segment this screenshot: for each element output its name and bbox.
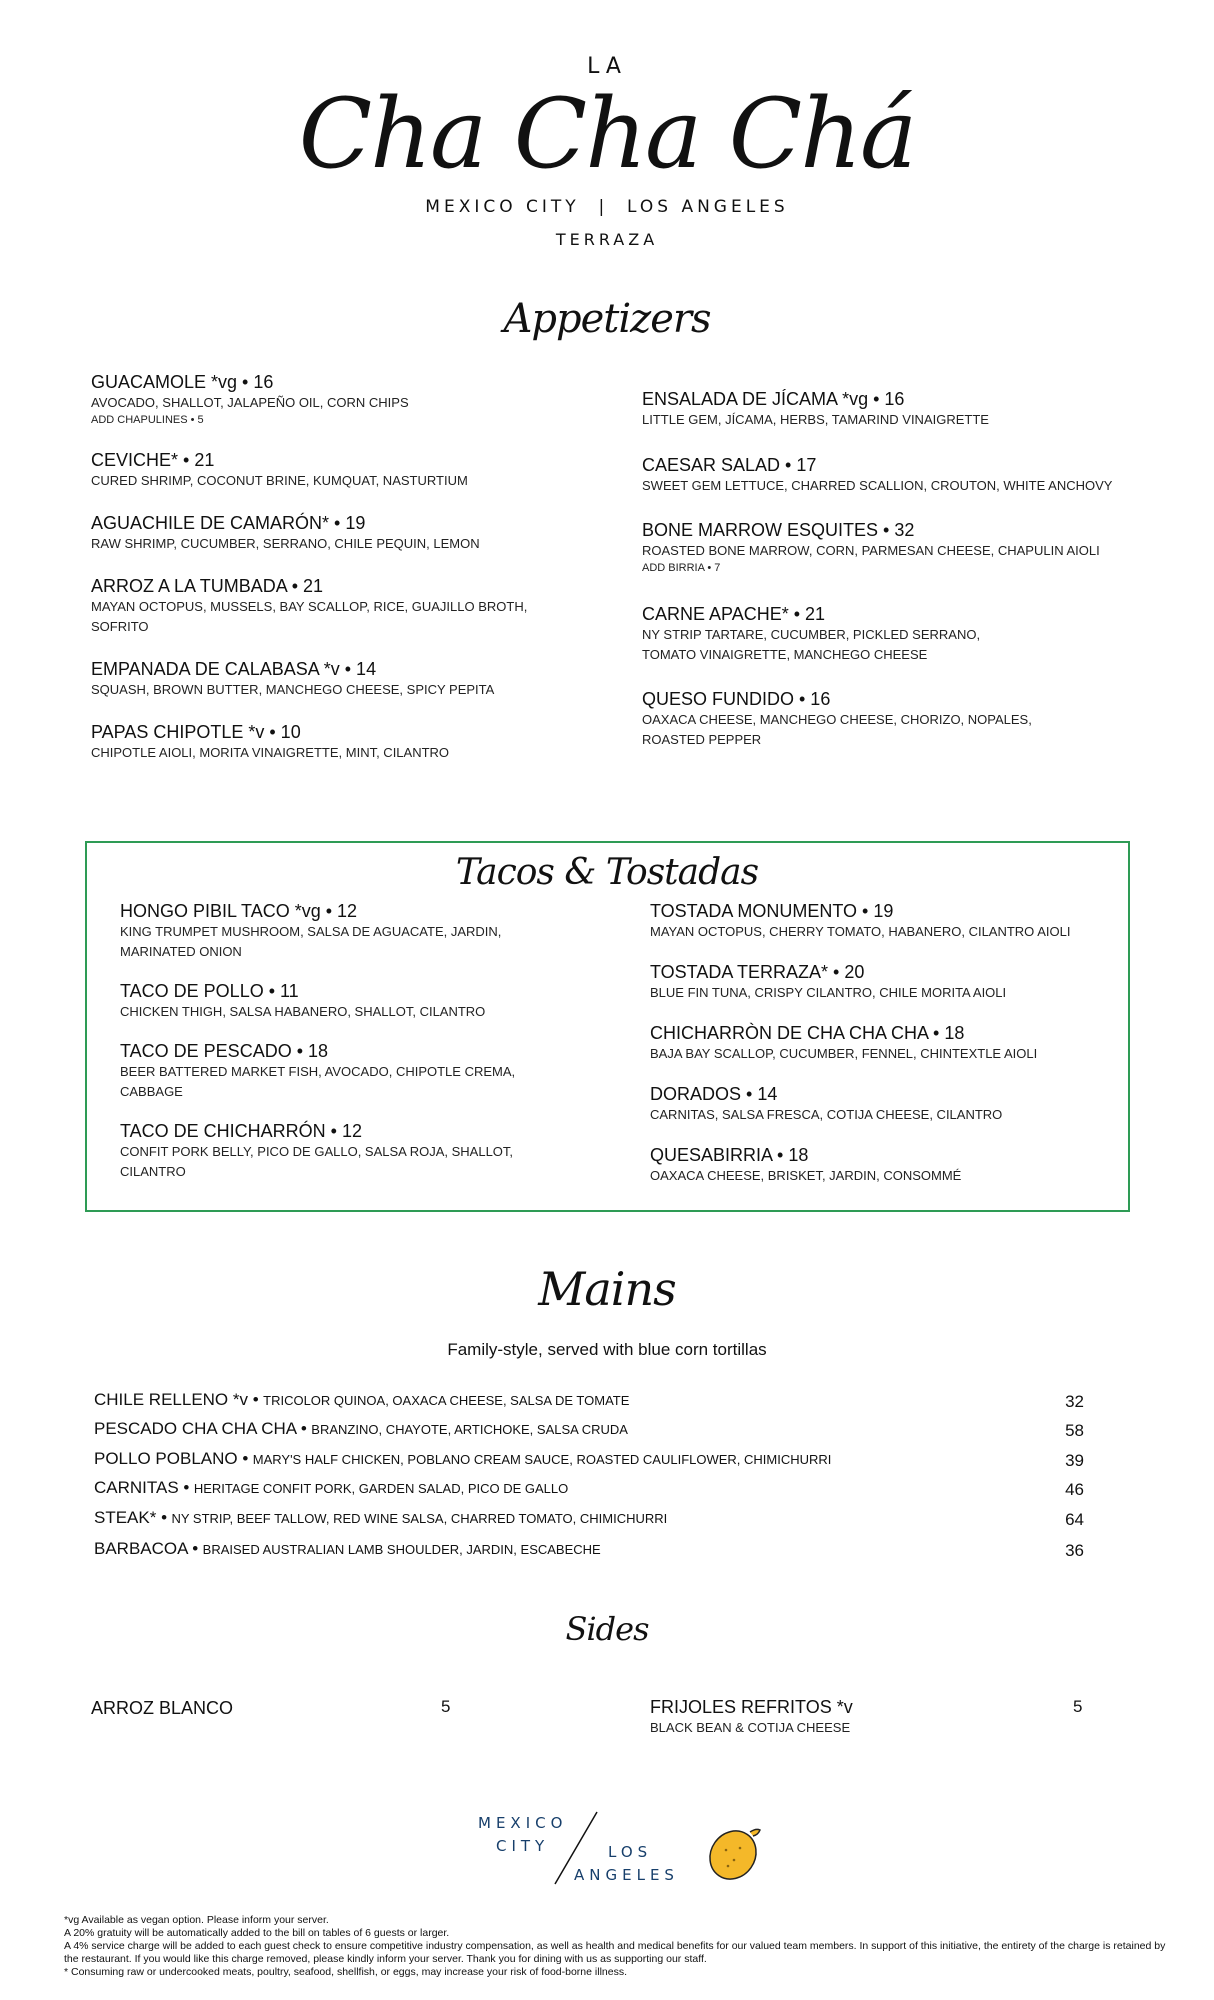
item-desc: ROASTED BONE MARROW, CORN, PARMESAN CHEESE, CHAPULIN AIOLI	[642, 543, 1100, 558]
side-name: ARROZ BLANCO	[91, 1698, 234, 1718]
taco-item	[650, 1022, 1037, 1064]
item-name: CEVICHE* • 21	[91, 450, 215, 470]
item-desc: AVOCADO, SHALLOT, JALAPEÑO OIL, CORN CHIPS	[91, 395, 409, 410]
main-item	[94, 1478, 1084, 1502]
taco-item	[650, 1083, 1002, 1125]
appetizer-item	[91, 371, 409, 427]
item-desc: RAW SHRIMP, CUCUMBER, SERRANO, CHILE PEQUIN, LEMON	[91, 536, 480, 551]
item-desc: BLUE FIN TUNA, CRISPY CILANTRO, CHILE MORITA AIOLI	[650, 985, 1007, 1000]
item-name: DORADOS • 14	[650, 1084, 778, 1104]
note-service-charge: A 4% service charge will be added to each guest check to ensure competitive industry compensation, as well as health and medical benefits for our valued team members. In support of this initiative, the entirety of the charge is retained by the restaurant. If you would like this charge removed, please kindly inform your server. Thank you for dining with us as supporting our staff.	[64, 1940, 1166, 1965]
side-item	[650, 1697, 853, 1738]
main-price: 46	[1065, 1480, 1084, 1499]
item-name: CAESAR SALAD • 17	[642, 455, 817, 475]
logo-angeles: ANGELES	[574, 1866, 679, 1884]
main-item	[94, 1539, 1084, 1563]
side-price: 5	[441, 1697, 451, 1716]
item-desc: OAXACA CHEESE, MANCHEGO CHEESE, CHORIZO, NOPALES,	[642, 712, 1032, 727]
lemon-icon	[704, 1822, 766, 1884]
item-desc: CHICKEN THIGH, SALSA HABANERO, SHALLOT, CILANTRO	[120, 1004, 486, 1019]
item-name: PAPAS CHIPOTLE *v • 10	[91, 722, 301, 742]
side-price: 5	[1073, 1697, 1083, 1716]
side-desc: BLACK BEAN & COTIJA CHEESE	[650, 1720, 851, 1735]
main-price: 32	[1065, 1392, 1084, 1411]
main-item	[94, 1390, 1084, 1414]
side-name: FRIJOLES REFRITOS *v	[650, 1697, 853, 1717]
tacos-title: Tacos & Tostadas	[455, 852, 759, 893]
item-desc-cont: ROASTED PEPPER	[642, 732, 762, 747]
main-name: CHILE RELLENO *v •	[94, 1390, 259, 1409]
item-name: HONGO PIBIL TACO *vg • 12	[120, 901, 358, 921]
main-item	[94, 1419, 1084, 1443]
item-name: ARROZ A LA TUMBADA • 21	[91, 576, 324, 596]
item-desc: LITTLE GEM, JÍCAMA, HERBS, TAMARIND VINAIGRETTE	[642, 412, 989, 427]
note-gratuity: A 20% gratuity will be automatically added to the bill on tables of 6 guests or larger.	[64, 1927, 450, 1939]
logo-city: CITY	[496, 1837, 550, 1855]
main-desc: TRICOLOR QUINOA, OAXACA CHEESE, SALSA DE TOMATE	[263, 1393, 630, 1408]
item-name: BONE MARROW ESQUITES • 32	[642, 520, 915, 540]
item-desc-cont: TOMATO VINAIGRETTE, MANCHEGO CHEESE	[642, 647, 928, 662]
header-la: LA	[587, 54, 627, 79]
item-desc: MAYAN OCTOPUS, CHERRY TOMATO, HABANERO, CILANTRO AIOLI	[650, 924, 1071, 939]
item-desc: SQUASH, BROWN BUTTER, MANCHEGO CHEESE, SPICY PEPITA	[91, 682, 495, 697]
brand-logo: Cha Cha Chá	[298, 78, 916, 190]
appetizer-item	[642, 519, 1100, 575]
logo-slash	[551, 1810, 601, 1886]
item-desc: KING TRUMPET MUSHROOM, SALSA DE AGUACATE, JARDIN,	[120, 924, 502, 939]
logo-los: LOS	[608, 1843, 653, 1861]
footnotes	[64, 1914, 1174, 1979]
main-item	[94, 1449, 1084, 1473]
side-item	[91, 1698, 233, 1719]
item-name: TOSTADA MONUMENTO • 19	[650, 901, 894, 921]
main-name: PESCADO CHA CHA CHA •	[94, 1419, 307, 1438]
main-name: CARNITAS •	[94, 1478, 190, 1497]
item-desc: BEER BATTERED MARKET FISH, AVOCADO, CHIPOTLE CREMA,	[120, 1064, 516, 1079]
main-name: POLLO POBLANO •	[94, 1449, 249, 1468]
item-name: QUESO FUNDIDO • 16	[642, 689, 831, 709]
appetizer-item	[642, 603, 980, 665]
item-name: AGUACHILE DE CAMARÓN* • 19	[91, 513, 366, 533]
main-name: STEAK* •	[94, 1508, 168, 1527]
item-desc: CARNITAS, SALSA FRESCA, COTIJA CHEESE, CILANTRO	[650, 1107, 1003, 1122]
main-name: BARBACOA •	[94, 1539, 199, 1558]
item-desc-cont: MARINATED ONION	[120, 944, 242, 959]
item-desc: CURED SHRIMP, COCONUT BRINE, KUMQUAT, NASTURTIUM	[91, 473, 468, 488]
main-desc: NY STRIP, BEEF TALLOW, RED WINE SALSA, CHARRED TOMATO, CHIMICHURRI	[171, 1511, 668, 1526]
item-desc: SWEET GEM LETTUCE, CHARRED SCALLION, CROUTON, WHITE ANCHOVY	[642, 478, 1113, 493]
main-price: 64	[1065, 1510, 1084, 1529]
item-name: TACO DE POLLO • 11	[120, 981, 299, 1001]
main-desc: HERITAGE CONFIT PORK, GARDEN SALAD, PICO DE GALLO	[193, 1481, 569, 1496]
appetizer-item	[91, 512, 480, 554]
appetizer-item	[91, 449, 468, 491]
item-name: CHICHARRÒN DE CHA CHA CHA • 18	[650, 1023, 965, 1043]
appetizer-item	[642, 454, 1112, 496]
item-desc: BAJA BAY SCALLOP, CUCUMBER, FENNEL, CHINTEXTLE AIOLI	[650, 1046, 1038, 1061]
item-desc-cont: CABBAGE	[120, 1084, 183, 1099]
logo-mexico: MEXICO	[478, 1814, 568, 1832]
item-desc-cont: SOFRITO	[91, 619, 149, 634]
item-name: ENSALADA DE JÍCAMA *vg • 16	[642, 389, 905, 409]
item-name: QUESABIRRIA • 18	[650, 1145, 809, 1165]
main-desc: MARY'S HALF CHICKEN, POBLANO CREAM SAUCE, ROASTED CAULIFLOWER, CHIMICHURRI	[252, 1452, 832, 1467]
item-addon: ADD BIRRIA • 7	[642, 562, 721, 574]
mains-subtitle: Family-style, served with blue corn tortillas	[447, 1340, 767, 1359]
item-name: CARNE APACHE* • 21	[642, 604, 826, 624]
item-desc: CHIPOTLE AIOLI, MORITA VINAIGRETTE, MINT, CILANTRO	[91, 745, 450, 760]
item-desc: OAXACA CHEESE, BRISKET, JARDIN, CONSOMMÉ	[650, 1168, 962, 1183]
item-addon: ADD CHAPULINES • 5	[91, 414, 204, 426]
item-desc-cont: CILANTRO	[120, 1164, 186, 1179]
main-desc: BRANZINO, CHAYOTE, ARTICHOKE, SALSA CRUDA	[311, 1422, 628, 1437]
sides-title: Sides	[565, 1610, 649, 1648]
note-vegan: *vg Available as vegan option. Please inform your server.	[64, 1914, 329, 1926]
taco-item	[120, 1120, 513, 1182]
main-item	[94, 1508, 1084, 1532]
item-name: GUACAMOLE *vg • 16	[91, 372, 274, 392]
appetizer-item	[91, 721, 449, 763]
taco-item	[120, 980, 485, 1022]
main-price: 36	[1065, 1541, 1084, 1560]
item-desc: MAYAN OCTOPUS, MUSSELS, BAY SCALLOP, RICE, GUAJILLO BROTH,	[91, 599, 528, 614]
taco-item	[650, 1144, 961, 1186]
appetizer-item	[642, 388, 989, 430]
item-name: TACO DE PESCADO • 18	[120, 1041, 329, 1061]
item-desc: CONFIT PORK BELLY, PICO DE GALLO, SALSA ROJA, SHALLOT,	[120, 1144, 514, 1159]
appetizers-title: Appetizers	[503, 296, 711, 342]
item-name: TOSTADA TERRAZA* • 20	[650, 962, 865, 982]
appetizer-item	[91, 575, 527, 637]
footer-logo	[478, 1810, 768, 1886]
main-price: 39	[1065, 1451, 1084, 1470]
appetizer-item	[91, 658, 494, 700]
taco-item	[120, 1040, 515, 1102]
taco-item	[650, 961, 1006, 1003]
header-location: TERRAZA	[555, 230, 659, 249]
appetizer-item	[642, 688, 1032, 750]
item-name: EMPANADA DE CALABASA *v • 14	[91, 659, 377, 679]
taco-item	[120, 900, 501, 962]
main-desc: BRAISED AUSTRALIAN LAMB SHOULDER, JARDIN, ESCABECHE	[202, 1542, 601, 1557]
header-cities: MEXICO CITY | LOS ANGELES	[425, 197, 789, 217]
main-price: 58	[1065, 1421, 1084, 1440]
note-raw-food: * Consuming raw or undercooked meats, poultry, seafood, shellfish, or eggs, may increase your risk of food-borne illness.	[64, 1966, 627, 1978]
taco-item	[650, 900, 1070, 942]
item-desc: NY STRIP TARTARE, CUCUMBER, PICKLED SERRANO,	[642, 627, 981, 642]
mains-title: Mains	[538, 1262, 676, 1316]
item-name: TACO DE CHICHARRÓN • 12	[120, 1121, 362, 1141]
